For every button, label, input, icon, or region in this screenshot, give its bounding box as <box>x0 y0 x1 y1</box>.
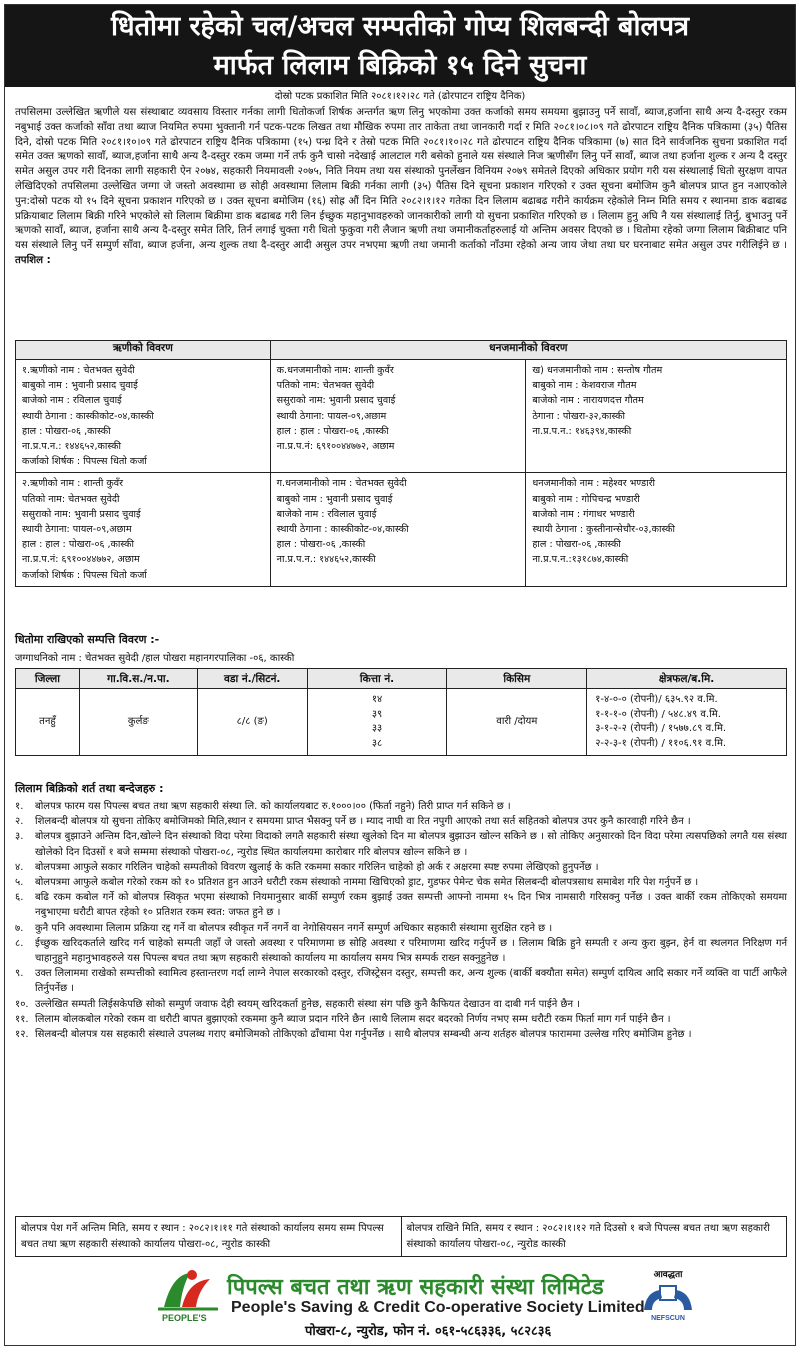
vdc-cell: कुर्लङ <box>79 689 197 756</box>
term-item <box>15 1027 787 1042</box>
term-item <box>15 966 787 996</box>
term-text: कुनै पनि अवस्थामा लिलाम प्रक्रिया रद्द गर्ने वा बोलपत्र स्वीकृत गर्ने नगर्ने वा नेगोसियसन नगर्ने सम्पुर्ण अधिकार सहकारी संस्थामा सुरक्षित रहने छ । <box>35 922 553 934</box>
terms-list <box>15 799 787 1042</box>
term-text: बोलपत्रमा आफुले कबोल गरेको रकम को १० प्रतिशत हुन आउने धरौटी रकम संस्थाको नाममा खिचिएको ड्राट, गुडफर पेमेन्ट चेक समेत सिलबन्दी बोलपत्रसाथ समाबेश गरि पेश गर्नुपर्ने छ । <box>35 877 699 889</box>
detail-line: ना.प्र.प.नं: ६९१००४४७७२, अछाम <box>276 441 395 453</box>
detail-line: ठेगाना : पोखरा-३२,कास्की <box>532 410 626 422</box>
col-vdc: गा.वि.स./न.पा. <box>79 669 197 689</box>
area-value: २-२-३-१ (रोपनी) / ११०६.९१ व.मि. <box>595 737 727 749</box>
plot-number: ३८ <box>371 737 383 749</box>
detail-line: पतिको नाम: चेतभक्त सुवेदी <box>276 380 375 392</box>
detail-line: ना.प्र.प.न.: १४६३९४,कास्की <box>532 425 632 437</box>
detail-line: पतिको नाम: चेतभक्त सुवेदी <box>22 493 120 505</box>
term-item <box>15 1012 787 1027</box>
detail-line: बाबुको नाम : भुवानी प्रसाद चुवाई <box>276 493 393 505</box>
detail-line: बाजेको नाम : रविलाल चुवाई <box>276 508 377 520</box>
term-item <box>15 890 787 920</box>
debtor-table-header <box>16 341 787 360</box>
peoples-logo-icon <box>152 1267 224 1313</box>
col-plot: कित्ता नं. <box>307 669 447 689</box>
term-number: ११. <box>15 1013 29 1025</box>
plot-number: १४ <box>371 694 383 705</box>
term-number: ५. <box>15 877 24 889</box>
term-number: ७. <box>15 922 24 934</box>
term-text: बोलपत्र फारम यस पिपल्स बचत तथा ऋण सहकारी संस्था लि. को कार्यालयबाट रु.१०००।०० (फिर्ता नहुने) तिरी प्राप्त गर्न सकिने छ । <box>35 801 511 812</box>
detail-line: हाल : पोखरा-०६ ,कास्की <box>276 539 366 551</box>
term-item <box>15 799 787 814</box>
deadline-table <box>15 1216 787 1257</box>
debtor-row <box>16 473 787 586</box>
notice-title-line1: धितोमा रहेको चल/अचल सम्पतीको गोप्य शिलबन्दी बोलपत्र <box>110 11 690 42</box>
area-value: १-१-१-० (रोपनी) / ५४८.४९ व.मि. <box>595 708 721 720</box>
term-item <box>15 997 787 1012</box>
nefscun-label: NEFSCUN <box>651 1315 685 1322</box>
debtor-cell <box>16 360 271 473</box>
guarantor-header: धनजमानीको विवरण <box>270 341 786 360</box>
detail-line: स्थायी ठेगाना: पायल-०९,अछाम <box>276 410 387 422</box>
term-number: १०. <box>15 998 29 1010</box>
nefscun-hands-icon <box>638 1280 698 1316</box>
detail-line: स्थायी ठेगाना: पायल-०९,अछाम <box>22 524 132 536</box>
term-text: बढि रकम कबोल गर्ने को बोलपत्र स्विकृत भएमा संस्थाको नियमानुसार बार्की सम्पुर्ण रकम बुझाई उक्त सम्पत्ती आफ्नो नाममा १५ दिन भित्र नामसारी गरिसक्नु पर्नेछ । उक्त बार्की रकम तोकिएको समयमा नबुभाएमा धरौटी बापत रहेको १० प्रतिशत रकम स्वत: जफत हुने छ । <box>35 892 787 919</box>
notice-page <box>4 4 796 1346</box>
type-cell: वारी /दोयम <box>447 689 587 756</box>
detail-line: ख) धनजमानीको नाम : सन्तोष गौतम <box>532 365 663 376</box>
term-text: शिलबन्दी बोलपत्र यो सुचना तोकिए बमोजिमको मिति,स्थान र समयमा प्राप्त भैसक्नु पर्ने छ । म्याद नाघी वा रित नपुगी आएको तथा सर्त सहितको बोलपत्र उपर कुनै कारवाही गरिने छैन । <box>35 816 691 828</box>
term-item <box>15 936 787 966</box>
col-type: किसिम <box>447 669 587 689</box>
term-number: ८. <box>15 937 24 949</box>
detail-line: बाबुको नाम : केशवराज गौतम <box>532 380 637 392</box>
property-row <box>16 689 787 756</box>
detail-line: कर्जाको शिर्षक : पिपल्स धितो कर्जा <box>22 456 147 468</box>
term-item <box>15 829 787 859</box>
col-area: क्षेत्रफल/ब.मि. <box>587 669 787 689</box>
detail-line: ग.धनजमानीको नाम : चेतभक्त सुवेदी <box>276 478 407 490</box>
col-district: जिल्ला <box>16 669 80 689</box>
detail-line: बाजेको नाम : रविलाल चुवाई <box>22 395 122 407</box>
detail-line: धनजमानीको नाम : महेश्वर भण्डारी <box>532 478 656 490</box>
detail-line: हाल : हाल : पोखरा-०६ ,कास्की <box>22 539 134 551</box>
guarantor-cell <box>270 473 526 586</box>
debtor-table <box>15 340 787 587</box>
detail-line: स्थायी ठेगाना : कास्कीकोट-०४,कास्की <box>22 410 154 422</box>
detail-line: बाबुको नाम : गोपिचन्द्र भण्डारी <box>532 493 640 505</box>
term-item <box>15 860 787 875</box>
term-text: ईच्छुक खरिदकर्ताले खरिद गर्न चाहेको सम्पती जहाँ जे जस्तो अवस्था र परिमाणमा छ सोहि अवस्था र परिमाणमा खरिद गर्नुपर्ने छ । लिलाम बिक्रि हुने सम्पती र अन्य कुरा बुझ्न, हेर्न वा स्थलगत निरिक्षण गर्न चाहानुहुने महानुभावहरुले यस पिपल्स बचत तथा ऋण सहकारी संस्थाको कार्यालय मा कार्यालय समय भित्र सम्पर्क राख्न सक्नुहुनेछ । <box>35 937 787 965</box>
debtor-header: ऋणीको विवरण <box>16 341 271 360</box>
term-text: उक्त लिलाममा राखेको सम्पत्तीको स्वामित्व हस्तान्तरण गर्दा लाग्ने नेपाल सरकारको दस्तुर, रजिस्ट्रेसन दस्तुर, सम्पत्ती कर, अन्य शुल्क (बार्की बक्यौता समेत) सम्पुर्ण दायित्व आदि सकार गर्ने व्यक्ति वा पार्टी आफैले तिर्नुपर्नेछ । <box>35 968 787 995</box>
detail-line: बाजेको नाम : नारायणदत्त गौतम <box>532 395 644 407</box>
detail-line: कर्जाको शिर्षक : पिपल्स धितो कर्जा <box>22 569 147 581</box>
term-number: २. <box>15 816 24 828</box>
detail-line: स्थायी ठेगाना : कुस्तीनान्सेचौर-०३,कास्की <box>532 524 676 536</box>
district-cell: तनहुँ <box>16 689 80 756</box>
intro-body: तपसिलमा उल्लेखित ऋणीले यस संस्थाबाट व्यवसाय विस्तार गर्नका लागी धितोकर्जा शिर्षक अन्तर्गत ऋण लिनु भएकोमा उक्त कर्जाको समय समयमा बुझाउनु पर्ने सावाँ, ब्याज,हर्जाना साथै अन्य दै-दस्तुर रकम नबुभाई उक्त कर्जाको साँवा तथा ब्याज नियमित रुपमा भुक्तानी गर्न पटक-पटक लिखत तथा मौखिक रुपमा तार ताकेता तथा जानकारी गर्दा र मिति २०८१।०८।०९ गते ढोरपाटन राष्ट्रिय दैनिक पत्रिकामा (३५) पैतिस दिने, दोस्रो पटक मिति २०८१।१०।०९ गते ढोरपाटन राष्ट्रिय दैनिक पत्रिकामा (१५) पन्ध्र दिने र तेस्रो पटक मिति २०८१।१०।२८ गते ढोरपाटन राष्ट्रिय दैनिक पत्रिकामा (७) सात दिने सार्वजनिक सुचना प्रकाशित गर्दा समेत उक्त ऋणको सावाँ, ब्याज,हर्जाना साथै अन्य दै-दस्तुर रकम जम्मा गर्ने तर्फ कुनै चासो नदेखाई आलटाल गरी बसेको हुनाले यस संस्थाले निज ऋणीसँग लिनु पर्ने सावाँ, ब्याज तथा हर्जाना शुल्क र अन्य दै दस्तुर समेत असुल उपर गरी दिनका लागी सहकारी ऐन २०७४, सहकारी नियमावली २०७५, निति नियम तथा यस संस्थाको पुनर्लेखन विनियम २०७९ समेतले दिएको अधिकार प्रयोग गरी यस संस्थालाई धितो सुरक्षण वापत लेखिदिएको तपसिलमा उल्लेखित जग्गा जे जस्तो अवस्थामा छ सोही अवस्थामा लिलाम बिक्री गर्नका लागी (३५) पैतिस दिने सूचना प्रकाशन गरिएको र उक्त सूचना बमोजिम कुनै बोलपत्र प्राप्त हुन नआएकोले पुन:दोस्रो पटक यो १५ दिने सूचना प्रकाशन गरिएको छ । उक्त सूचना बमोजिम (१६) सोह्र औं दिन मिति २०८२।१।१२ गतेका दिन लिलाम बढाबढ गरीने कार्यक्रम रहेकोले निम्न मिति समय र स्थानमा डाक बढाबढ प्रक्रियाबाट लिलाम बिक्री गरिने भएकोले सो लिलाम बिक्रीमा डाक बढाबढ गरी लिन ईच्छुक महानुभावहरुको जानकारीको लागी यो सुचना प्रकाशित गरिएको छ । लिलाम हुनु अघि नै यस संस्थालाई तिर्नु, बुभाउनु पर्ने ऋणको सावाँ, ब्याज, हर्जाना साथै अन्य दै-दस्तुर समेत तिरि, तिर्न लगाई चुक्ता गरी धितो फुकुवा गरी लैजान ऋणी तथा जमानीकर्ताहरुलाई यो अन्तिम अवसर दिएको छ । धितोमा रहेको जग्गा लिलाम बिक्रीबाट पनि यस संस्थाले लिनु पर्ने सम्पुर्ण साँवा, ब्याज हर्जना, अन्य शुल्क तथा दै-दस्तुर आदी असुल उपर नभएमा ऋणी तथा जमानी कर्ताको नाँउमा रहेको अन्य जाय जेथा तथा घर घरनाबाट समेत असुल उपर गरीलिईने छ । <box>15 107 787 252</box>
term-text: बोलपत्र बुझाउने अन्तिम दिन,खोल्ने दिन संस्थाको विदा परेमा विदाको लगतै सहकारी संस्था खुलेको दिन मा बोलपत्र बुझाउन खोल्न सकिने छ । सो तोकिए अनुसारको दिन विदा परेमा त्यसपछिको लगतै यस संस्था खोलेको दिन दिउसों १ बजे सम्ममा संस्थाको पोखरा-०८, न्युरोड स्थित कार्यालयमा कारोबार गरि बोलपत्र खोल्न सकिने छ । <box>35 831 787 858</box>
detail-line: क.धनजमानीको नाम: शान्ती कुवँर <box>276 365 394 376</box>
detail-line: हाल : पोखरा-०६ ,कास्की <box>22 425 111 437</box>
term-item <box>15 921 787 936</box>
guarantor-cell <box>526 473 787 586</box>
detail-line: ना.प्र.प.न.:१३१८७४,कास्की <box>532 554 629 566</box>
detail-line: हाल : पोखरा-०६ ,कास्की <box>532 539 621 551</box>
term-text: लिलाम बोलकबोल गरेको रकम वा धरौटी बापत बुझाएको रकममा कुनै ब्याज प्रदान गरिने छैन ।साथै लिलाम सदर बदरको निर्णय नभए सम्म धरौटी रकम फिर्ता माग गर्न पाईने छैन । <box>35 1013 671 1025</box>
notice-title-line2: मार्फत लिलाम बिक्रिको १५ दिने सुचना <box>213 50 587 81</box>
term-number: १२. <box>15 1029 29 1041</box>
detail-line: ना.प्र.प.न.: १४४६५२,कास्की <box>276 554 376 566</box>
peoples-logo <box>152 1267 224 1329</box>
property-table <box>15 668 787 756</box>
deadline-row <box>16 1217 787 1257</box>
publication-date: दोस्रो पटक प्रकाशित मिति २०८१।१२।२८ गते (ढोरपाटन राष्ट्रिय दैनिक) <box>274 91 526 102</box>
property-section-title: धितोमा राखिएको सम्पत्ति विवरण :- <box>15 633 160 646</box>
term-number: १. <box>15 801 24 812</box>
detail-line: हाल : हाल : पोखरा-०६ ,कास्की <box>276 425 389 437</box>
debtor-cell <box>16 473 271 586</box>
property-table-header <box>16 669 787 689</box>
term-item <box>15 814 787 829</box>
detail-line: बाबुको नाम : भुवानी प्रसाद चुवाई <box>22 380 138 392</box>
opening-schedule: बोलपत्र राखिने मिति, समय र स्थान : २०८२।१।१२ गते दिउसो १ बजे पिपल्स बचत तथा ऋण सहकारी संस्थाको कार्यालय पोखरा-०८, न्युरोड कास्की <box>401 1217 787 1257</box>
area-cell <box>587 689 787 756</box>
land-owner-line: जग्गाधनिको नाम : चेतभक्त सुवेदी /हाल पोखरा महानगरपालिका -०६, कास्की <box>15 653 295 664</box>
detail-line: ना.प्र.प.न.: १४४६५२,कास्की <box>22 441 121 453</box>
affiliation-label: आवद्धता <box>653 1270 683 1280</box>
org-name-nepali: पिपल्स बचत तथा ऋण सहकारी संस्था लिमिटेड <box>227 1275 604 1300</box>
detail-line: २.ऋणीको नाम : शान्ती कुवँर <box>22 478 124 490</box>
term-number: ९. <box>15 968 24 980</box>
term-number: ६. <box>15 892 24 904</box>
term-text: बोलपत्रमा आफुले सकार गरिलिन चाहेको सम्पतीको विवरण खुलाई के कति रकममा सकार गरिलिन चाहेको हो अर्क र अक्षरमा स्पष्ट रुपमा लेखिएको हुनुपर्नेछ । <box>35 861 599 873</box>
intro-paragraph <box>15 106 787 269</box>
guarantor-cell <box>526 360 787 473</box>
detail-line: १.ऋणीको नाम : चेतभक्त सुवेदी <box>22 365 135 376</box>
notice-banner <box>5 5 795 87</box>
area-value: १-४-०-० (रोपनी)/ ६३५.९२ व.मि. <box>595 694 718 705</box>
terms-title: लिलाम बिक्रिको शर्त तथा बन्देजहरु : <box>15 782 164 795</box>
detail-line: ना.प्र.प.नं: ६९१००४४७७२, अछाम <box>22 554 140 566</box>
term-text: सिलबन्दी बोलपत्र यस सहकारी संस्थाले उपलब्ध गराए बमोजिमको तोकिएको ढाँचामा पेश गर्नुपर्नेछ । साथै बोलपत्र सम्बन्धी अन्य शर्तहरु बोलपत्र फाराममा उल्लेख गरिए बमोजिम हुनेछ । <box>35 1029 692 1041</box>
plot-cell <box>307 689 447 756</box>
org-address: पोखरा-८, न्युरोड, फोन नं. ०६१-५८६३३६, ५८२८३६ <box>305 1324 552 1339</box>
submission-deadline: बोलपत्र पेश गर्ने अन्तिम मिति, समय र स्थान : २०८२।१।११ गते संस्थाको कार्यालय समय सम्म पिपल्स बचत तथा ऋण सहकारी संस्थाको कार्यालय पोखरा-०८, न्युरोड कास्की <box>16 1217 402 1257</box>
term-number: ४. <box>15 861 24 873</box>
tapsil-label: तपशिल : <box>15 254 51 266</box>
term-text: उल्लेखित सम्पती लिईसकेपछि सोको सम्पुर्ण जवाफ देही स्वयम् खरिदकर्ता हुनेछ, सहकारी संस्था संग पछि कुनै कैफियत देखाउन वा दाबी गर्न पाईने छैन । <box>35 998 581 1010</box>
detail-line: ससुराको नाम: भुवानी प्रसाद चुवाई <box>276 395 396 407</box>
term-number: ३. <box>15 831 24 843</box>
guarantor-cell <box>270 360 526 473</box>
ward-cell: ८/८ (ङ) <box>197 689 307 756</box>
plot-number: ३९ <box>371 708 383 720</box>
col-ward: वडा नं./सिटनं. <box>197 669 307 689</box>
footer <box>5 1267 795 1345</box>
org-name-english: People's Saving & Credit Co-operative Society Limited <box>231 1299 645 1316</box>
detail-line: ससुराको नाम: भुवानी प्रसाद चुवाई <box>22 508 141 520</box>
debtor-row <box>16 360 787 473</box>
plot-number: ३३ <box>371 723 383 735</box>
peoples-logo-label: PEOPLE'S <box>162 1313 207 1323</box>
detail-line: बाजेको नाम : गंगाधर भण्डारी <box>532 508 635 520</box>
area-value: ३-१-२-२ (रोपनी) / १५७७.८९ व.मि. <box>595 723 727 735</box>
detail-line: स्थायी ठेगाना : कास्कीकोट-०४,कास्की <box>276 524 409 536</box>
nefscun-logo <box>633 1267 703 1331</box>
term-item <box>15 875 787 890</box>
